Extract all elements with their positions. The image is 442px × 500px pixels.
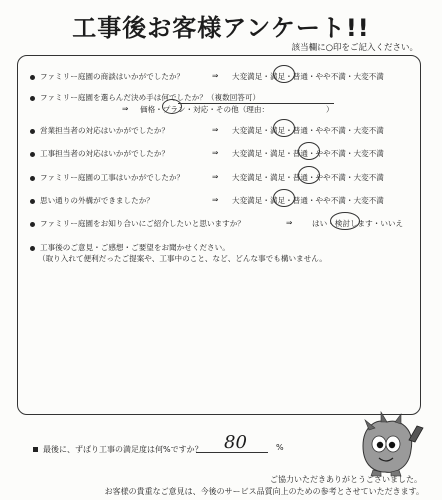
question-text: 営業担当者の対応はいかがでしたか？: [40, 126, 170, 135]
reason-underline: [178, 103, 334, 104]
selection-circle: [273, 189, 295, 207]
square-bullet-icon: [33, 447, 38, 452]
arrow-icon: ⇒: [286, 218, 293, 227]
answer-options-3[interactable]: 大変満足・満足・普通・やや不満・大変不満: [232, 126, 384, 135]
handwritten-answer[interactable]: 80: [224, 432, 247, 453]
selection-circle: [298, 142, 320, 160]
comments-label: [30, 242, 230, 253]
arrow-icon: ⇒: [122, 104, 129, 113]
comments-label-text: 工事後のご意見・ご感想・ご要望をお聞かせください。: [40, 243, 230, 252]
selection-circle: [162, 99, 182, 114]
final-question-text: 最後に、ずばり工事の満足度は何%ですか？: [43, 445, 203, 454]
question-3: [30, 125, 169, 136]
selection-circle: [273, 119, 295, 137]
bullet-icon: [30, 176, 35, 181]
question-7: [30, 218, 245, 229]
comments-subtext: （取り入れて便利だったご提案や、工事中のこと、など、どんな事でも構いません。: [38, 254, 327, 263]
selection-circle: [298, 166, 320, 184]
question-4: [30, 148, 169, 159]
arrow-icon: ⇒: [212, 125, 219, 134]
question-text: 思い通りの外構ができましたか？: [40, 196, 154, 205]
question-text: ファミリー庭園をお知り合いにご紹介したいと思いますか？: [40, 219, 245, 228]
question-2: [30, 92, 260, 103]
arrow-icon: ⇒: [212, 148, 219, 157]
percent-unit: %: [276, 443, 284, 452]
question-6: [30, 195, 154, 206]
question-text: ファミリー庭園を選らんだ決め手は何でしたか？（複数回答可）: [40, 93, 261, 102]
final-question: [33, 444, 203, 455]
bullet-icon: [30, 246, 35, 251]
question-text: 工事担当者の対応はいかがでしたか？: [40, 149, 170, 158]
question-text: ファミリー庭園の商談はいかがでしたか？: [40, 72, 185, 81]
bullet-icon: [30, 75, 35, 80]
bullet-icon: [30, 199, 35, 204]
arrow-icon: ⇒: [212, 172, 219, 181]
question-text: ファミリー庭園の工事はいかがでしたか？: [40, 173, 185, 182]
answer-options-7[interactable]: はい・検討します・いいえ: [312, 219, 404, 228]
bullet-icon: [30, 152, 35, 157]
question-5: [30, 172, 184, 183]
bullet-icon: [30, 129, 35, 134]
answer-options-5[interactable]: 大変満足・満足・普通・やや不満・大変不満: [232, 173, 384, 182]
survey-title: 工事後お客様アンケート!!: [72, 14, 370, 42]
answer-options-4[interactable]: 大変満足・満足・普通・やや不満・大変不満: [232, 149, 384, 158]
selection-circle: [273, 65, 295, 83]
bullet-icon: [30, 222, 35, 227]
question-1: [30, 71, 184, 82]
instruction-text: 該当欄に○印をご記入ください。: [291, 43, 418, 53]
selection-circle: [330, 212, 360, 230]
answer-options-1[interactable]: 大変満足・満足・普通・やや不満・大変不満: [232, 72, 384, 81]
arrow-icon: ⇒: [212, 71, 219, 80]
footer-note: お客様の貴重なご意見は、今後のサービス品質向上のための参考とさせていただきます。: [104, 487, 424, 496]
bullet-icon: [30, 96, 35, 101]
answer-options-2[interactable]: 価格・プラン・対応・その他（理由： ）: [140, 105, 334, 114]
answer-options-6[interactable]: 大変満足・満足・普通・やや不満・大変不満: [232, 196, 384, 205]
arrow-icon: ⇒: [212, 195, 219, 204]
thanks-text: ご協力いただきありがとうございました。: [270, 475, 422, 484]
mascot-icon: [355, 410, 425, 478]
